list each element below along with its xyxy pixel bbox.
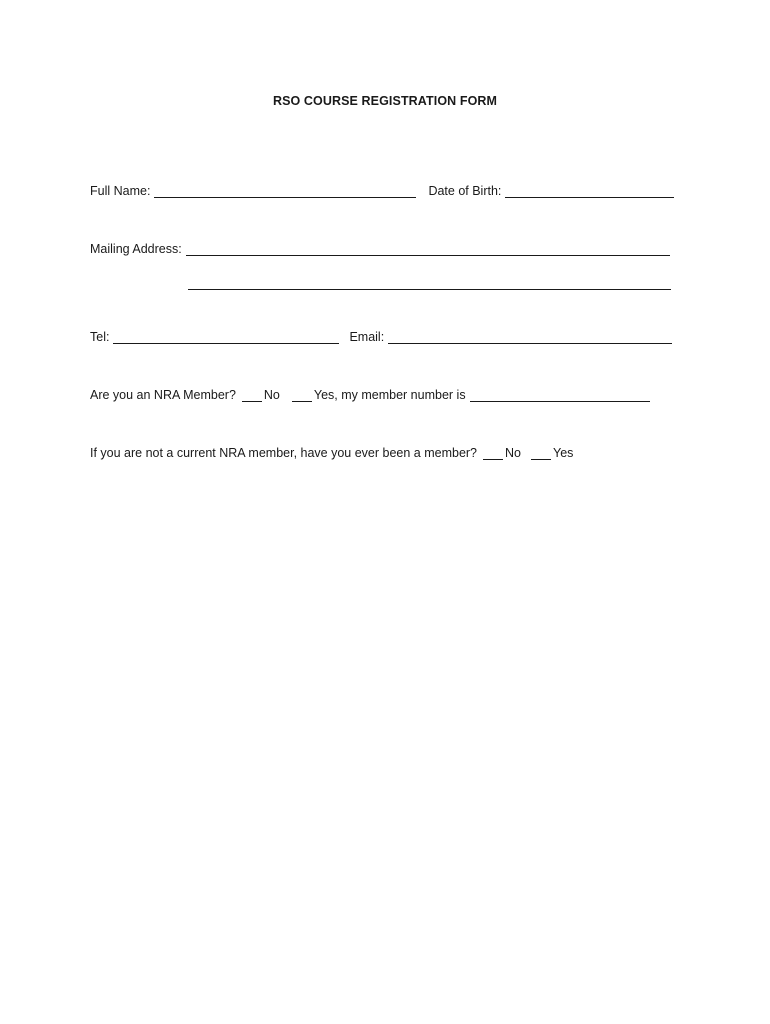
email-field[interactable] [388, 331, 672, 344]
mailing-address-row-2 [188, 274, 671, 290]
ever-no-checkbox[interactable] [483, 447, 503, 460]
dob-label: Date of Birth: [428, 184, 502, 198]
nra-member-row [90, 386, 650, 402]
mailing-address-row [90, 240, 670, 256]
tel-field[interactable] [113, 331, 339, 344]
mailing-address-field-1[interactable] [186, 243, 670, 256]
tel-email-row [90, 328, 672, 344]
nra-yes-checkbox[interactable] [292, 389, 312, 402]
name-dob-row [90, 182, 674, 198]
full-name-label: Full Name: [90, 184, 151, 198]
ever-member-row [90, 444, 573, 460]
ever-yes-checkbox[interactable] [531, 447, 551, 460]
nra-no-option: No [263, 388, 280, 402]
nra-member-question: Are you an NRA Member? [90, 388, 236, 402]
mailing-address-field-2[interactable] [188, 277, 671, 290]
ever-no-option: No [505, 446, 521, 460]
nra-no-checkbox[interactable] [242, 389, 262, 402]
full-name-field[interactable] [154, 185, 416, 198]
ever-yes-option: Yes [553, 446, 574, 460]
dob-field[interactable] [505, 185, 674, 198]
email-label: Email: [349, 330, 385, 344]
mailing-address-label: Mailing Address: [90, 242, 182, 256]
nra-yes-option: Yes, my member number is [313, 388, 466, 402]
nra-member-number-field[interactable] [470, 389, 650, 402]
ever-member-question: If you are not a current NRA member, have you ever been a member? [90, 446, 478, 460]
tel-label: Tel: [90, 330, 110, 344]
form-title: RSO COURSE REGISTRATION FORM [272, 94, 498, 108]
